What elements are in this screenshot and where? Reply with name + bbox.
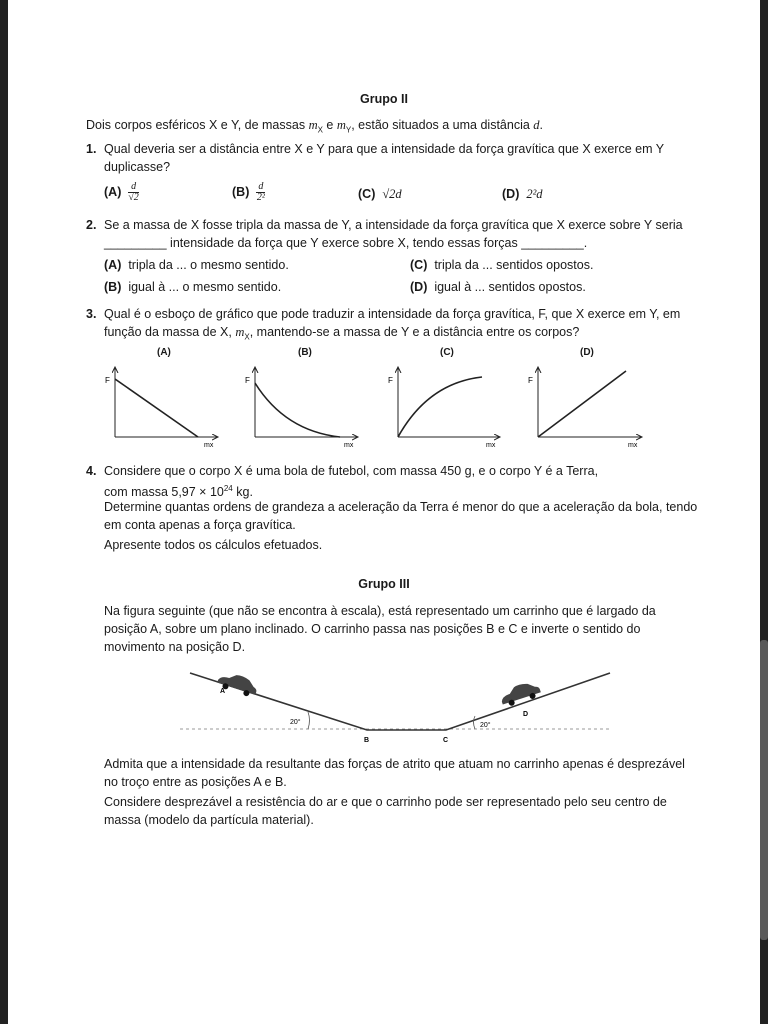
label-a: A bbox=[220, 688, 226, 695]
graph-c-curve bbox=[398, 377, 482, 437]
graph-a-line bbox=[115, 379, 198, 437]
q1-option-b: (B) $\frac{d}{\text{2²}}$ bbox=[232, 181, 265, 203]
q2-option-a: (A) tripla da ... o mesmo sentido. bbox=[104, 258, 289, 272]
label-b: B bbox=[364, 737, 370, 744]
angle-right: 20° bbox=[480, 722, 491, 729]
q1-option-d: (D) 2²d bbox=[502, 187, 543, 201]
label-c: C bbox=[443, 737, 449, 744]
graph-a-xlabel: mx bbox=[204, 442, 214, 449]
question-2-line1: Se a massa de X fosse tripla da massa de Y, a intensidade da força gravítica que X exerce sobre Y seria bbox=[104, 218, 683, 232]
q2-option-d: (D) igual à ... sentidos opostos. bbox=[410, 280, 586, 294]
question-1-line2: duplicasse? bbox=[104, 160, 171, 174]
graph-a-ylabel: F bbox=[105, 376, 110, 385]
graph-c bbox=[388, 367, 500, 449]
question-3-line1: Qual é o esboço de gráfico que pode traduzir a intensidade da força gravítica, F, que X exerce em Y, em bbox=[104, 307, 681, 321]
question-2-number: 2. bbox=[86, 218, 97, 232]
graph-c-label: (C) bbox=[440, 347, 454, 358]
question-1-line1: Qual deveria ser a distância entre X e Y para que a intensidade da força gravítica que X exerce em Y bbox=[104, 142, 665, 156]
graph-d-label: (D) bbox=[580, 347, 594, 358]
section-title-grupo-ii: Grupo II bbox=[360, 92, 408, 106]
question-1-number: 1. bbox=[86, 142, 97, 156]
grupo3-p1-line3: movimento na posição D. bbox=[104, 640, 246, 654]
grupo3-p2-line2: no troço entre as posições A e B. bbox=[104, 775, 287, 789]
angle-left: 20° bbox=[290, 719, 301, 726]
graphs-svg bbox=[100, 365, 660, 450]
intro-text: Dois corpos esféricos X e Y, de massas $m_X$ e $m_Y$, estão situados a uma distância d. bbox=[86, 118, 544, 135]
graph-b-ylabel: F bbox=[245, 376, 250, 385]
question-4-line5: Apresente todos os cálculos efetuados. bbox=[104, 538, 323, 552]
graph-c-xlabel: mx bbox=[486, 442, 496, 449]
inclined-plane-figure bbox=[180, 660, 620, 750]
section-title-grupo-iii: Grupo III bbox=[358, 577, 410, 591]
graph-c-ylabel: F bbox=[388, 376, 393, 385]
q1-option-c: (C) √2d bbox=[358, 187, 402, 201]
graph-a-label: (A) bbox=[157, 347, 171, 358]
track-path bbox=[190, 673, 610, 730]
question-4-line2: com massa $5,97 \times 10^{24}$ kg. bbox=[104, 484, 253, 500]
graph-d-line bbox=[538, 371, 626, 437]
grupo3-p2-line1: Admita que a intensidade da resultante das forças de atrito que atuam no carrinho apenas é desprezável bbox=[104, 757, 685, 771]
question-4-line4: em conta apenas a força gravítica. bbox=[104, 518, 296, 532]
graph-b-xlabel: mx bbox=[344, 442, 354, 449]
question-4-number: 4. bbox=[86, 464, 97, 478]
graph-d bbox=[528, 367, 642, 449]
q2-option-b: (B) igual à ... o mesmo sentido. bbox=[104, 280, 282, 294]
question-4-line1: Considere que o corpo X é uma bola de futebol, com massa 450 g, e o corpo Y é a Terra, bbox=[104, 464, 599, 478]
graph-a bbox=[105, 367, 218, 449]
graph-d-ylabel: F bbox=[528, 376, 533, 385]
graph-b-curve bbox=[255, 383, 340, 437]
question-2-line2: _________ intensidade da força que Y exerce sobre X, tendo essas forças _________. bbox=[104, 236, 588, 250]
question-4-line3: Determine quantas ordens de grandeza a aceleração da Terra é menor do que a aceleração da bola, tendo bbox=[104, 500, 698, 514]
question-3-line2: função da massa de X, $m_X$, mantendo-se a massa de Y e a distância entre os corpos? bbox=[104, 325, 580, 342]
grupo3-p3-line1: Considere desprezável a resistência do ar e que o carrinho pode ser representado pelo seu centro de bbox=[104, 795, 667, 809]
graph-d-xlabel: mx bbox=[628, 442, 638, 449]
grupo3-p1-line1: Na figura seguinte (que não se encontra à escala), está representado um carrinho que é largado da bbox=[104, 604, 656, 618]
label-d: D bbox=[523, 711, 529, 718]
q1-option-a: (A) $\frac{d}{√2}$ bbox=[104, 181, 139, 203]
grupo3-p3-line2: massa (modelo da partícula material). bbox=[104, 813, 314, 827]
grupo3-p1-line2: posição A, sobre um plano inclinado. O carrinho passa nas posições B e C e inverte o sentido do bbox=[104, 622, 641, 636]
question-3-number: 3. bbox=[86, 307, 97, 321]
q2-option-c: (C) tripla da ... sentidos opostos. bbox=[410, 258, 594, 272]
graph-b bbox=[245, 367, 358, 449]
graph-b-label: (B) bbox=[298, 347, 312, 358]
